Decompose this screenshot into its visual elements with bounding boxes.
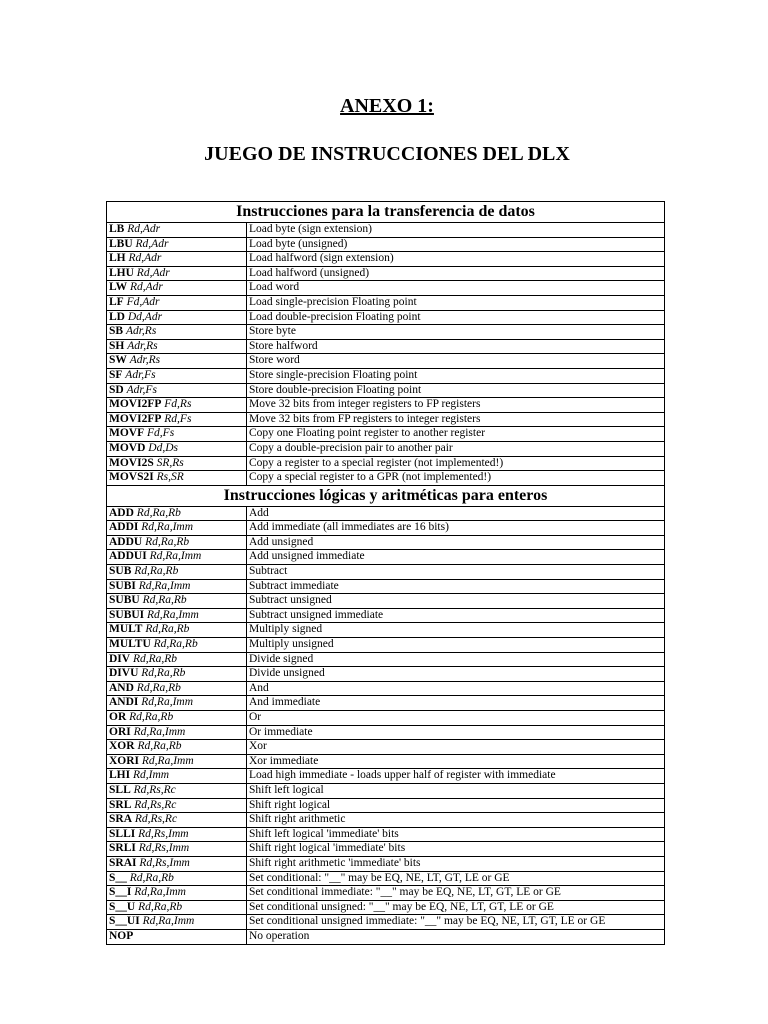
- instruction-description: Store byte: [247, 325, 665, 340]
- table-row: [107, 813, 665, 828]
- instruction-cell: [107, 550, 247, 565]
- table-row: [107, 550, 665, 565]
- table-row: [107, 339, 665, 354]
- instruction-mnemonic: MOVF: [109, 427, 145, 440]
- table-row: [107, 310, 665, 325]
- instruction-mnemonic: SF: [109, 368, 123, 381]
- instruction-mnemonic: SW: [109, 354, 127, 367]
- instruction-operands: Rd,Adr: [127, 223, 161, 235]
- table-row: [107, 871, 665, 886]
- instruction-cell: [107, 310, 247, 325]
- instruction-mnemonic: SLL: [109, 783, 131, 796]
- instruction-operands: Fd,Adr: [126, 295, 160, 308]
- instruction-cell: [107, 354, 247, 369]
- instruction-description: Set conditional: "__" may be EQ, NE, LT, GT, LE or GE: [247, 871, 665, 886]
- table-row: [107, 827, 665, 842]
- table-row: [107, 667, 665, 682]
- instruction-operands: Rd,Ra,Rb: [145, 623, 190, 636]
- table-row: [107, 886, 665, 901]
- instruction-description: Multiply unsigned: [247, 638, 665, 653]
- instruction-mnemonic: LB: [109, 223, 125, 235]
- instruction-description: Set conditional unsigned: "__" may be EQ, NE, LT, GT, LE or GE: [247, 900, 665, 915]
- instruction-cell: [107, 827, 247, 842]
- table-row: [107, 769, 665, 784]
- instruction-description: Set conditional unsigned immediate: "__" may be EQ, NE, LT, GT, LE or GE: [247, 915, 665, 930]
- instruction-table-body: [107, 202, 665, 945]
- instruction-mnemonic: XORI: [109, 754, 140, 767]
- instruction-description: Subtract: [247, 565, 665, 580]
- instruction-mnemonic: SRAI: [109, 856, 137, 869]
- instruction-operands: Rd,Ra,Rb: [129, 711, 174, 723]
- instruction-mnemonic: SRLI: [109, 842, 136, 855]
- table-row: [107, 856, 665, 871]
- instruction-mnemonic: LH: [109, 252, 126, 265]
- section-title: Instrucciones lógicas y aritméticas para enteros: [107, 485, 665, 506]
- table-row: [107, 471, 665, 486]
- instruction-operands: Rd,Ra,Rb: [145, 535, 190, 548]
- instruction-cell: [107, 398, 247, 413]
- instruction-mnemonic: SUB: [109, 565, 132, 578]
- instruction-cell: [107, 696, 247, 711]
- instruction-operands: Adr,Rs: [127, 339, 158, 352]
- table-row: [107, 456, 665, 471]
- table-row: [107, 711, 665, 726]
- instruction-operands: Rd,Adr: [128, 252, 162, 265]
- instruction-mnemonic: LHU: [109, 266, 134, 279]
- instruction-mnemonic: SLLI: [109, 827, 136, 840]
- table-row: [107, 281, 665, 296]
- instruction-mnemonic: MOVS2I: [109, 471, 154, 484]
- instruction-mnemonic: SRL: [109, 798, 132, 811]
- instruction-description: Divide unsigned: [247, 667, 665, 682]
- instruction-description: Load byte (unsigned): [247, 237, 665, 252]
- instruction-cell: [107, 711, 247, 726]
- instruction-mnemonic: SD: [109, 383, 124, 396]
- instruction-cell: [107, 900, 247, 915]
- instruction-cell: [107, 339, 247, 354]
- instruction-mnemonic: ADD: [109, 506, 134, 519]
- instruction-operands: Rd,Ra,Imm: [141, 754, 194, 767]
- instruction-operands: Fd,Rs: [164, 398, 192, 411]
- instruction-cell: [107, 725, 247, 740]
- instruction-description: Shift right logical: [247, 798, 665, 813]
- instruction-operands: Dd,Ds: [148, 441, 179, 454]
- instruction-mnemonic: LBU: [109, 237, 133, 250]
- instruction-cell: [107, 441, 247, 456]
- instruction-description: Store word: [247, 354, 665, 369]
- instruction-cell: [107, 798, 247, 813]
- instruction-cell: [107, 266, 247, 281]
- instruction-mnemonic: NOP: [109, 929, 134, 942]
- section-title: Instrucciones para la transferencia de datos: [107, 202, 665, 223]
- instruction-description: Copy a register to a special register (not implemented!): [247, 456, 665, 471]
- table-row: [107, 237, 665, 252]
- instruction-mnemonic: ADDI: [109, 521, 139, 534]
- table-row: [107, 783, 665, 798]
- instruction-mnemonic: LW: [109, 281, 128, 294]
- annex-title: ANEXO 1:: [340, 95, 434, 117]
- table-row: [107, 398, 665, 413]
- instruction-description: Copy a double-precision pair to another pair: [247, 441, 665, 456]
- table-row: [107, 725, 665, 740]
- instruction-description: No operation: [247, 929, 665, 944]
- instruction-cell: [107, 223, 247, 238]
- instruction-description: Copy a special register to a GPR (not implemented!): [247, 471, 665, 486]
- instruction-mnemonic: LHI: [109, 769, 131, 782]
- section-header-row: [107, 485, 665, 506]
- instruction-operands: Rd,Ra,Rb: [136, 506, 181, 519]
- instruction-description: Shift left logical: [247, 783, 665, 798]
- instruction-operands: Rd,Ra,Rb: [153, 638, 198, 651]
- instruction-description: Xor: [247, 740, 665, 755]
- table-row: [107, 354, 665, 369]
- instruction-operands: Rd,Ra,Rb: [136, 681, 181, 694]
- instruction-cell: [107, 521, 247, 536]
- instruction-cell: [107, 427, 247, 442]
- instruction-operands: Rd,Ra,Rb: [138, 900, 183, 913]
- instruction-operands: Rd,Rs,Imm: [138, 842, 190, 855]
- instruction-cell: [107, 456, 247, 471]
- instruction-operands: Rd,Ra,Imm: [142, 915, 195, 928]
- instruction-description: Subtract immediate: [247, 579, 665, 594]
- instruction-cell: [107, 471, 247, 486]
- instruction-cell: [107, 929, 247, 944]
- instruction-description: Add unsigned: [247, 535, 665, 550]
- table-row: [107, 696, 665, 711]
- instruction-description: Move 32 bits from integer registers to FP registers: [247, 398, 665, 413]
- instruction-operands: Rd,Ra,Imm: [147, 608, 199, 621]
- instruction-mnemonic: DIV: [109, 652, 131, 665]
- instruction-description: Load halfword (unsigned): [247, 266, 665, 281]
- instruction-description: Subtract unsigned: [247, 594, 665, 609]
- instruction-operands: Rd,Ra,Rb: [141, 667, 186, 680]
- instruction-mnemonic: MULT: [109, 623, 143, 636]
- instruction-mnemonic: SB: [109, 325, 124, 338]
- instruction-operands: Rd,Ra,Imm: [149, 550, 202, 563]
- table-row: [107, 521, 665, 536]
- instruction-mnemonic: S__I: [109, 886, 132, 899]
- instruction-operands: Rd,Rs,Rc: [134, 813, 178, 826]
- instruction-mnemonic: SUBU: [109, 594, 140, 607]
- instruction-cell: [107, 667, 247, 682]
- table-row: [107, 223, 665, 238]
- instruction-description: Shift right arithmetic 'immediate' bits: [247, 856, 665, 871]
- instruction-operands: Rd,Adr: [135, 237, 169, 250]
- instruction-mnemonic: S__UI: [109, 915, 140, 928]
- instruction-cell: [107, 237, 247, 252]
- instruction-description: Xor immediate: [247, 754, 665, 769]
- instruction-operands: Rd,Rs,Imm: [139, 856, 190, 869]
- table-row: [107, 579, 665, 594]
- instruction-operands: Rd,Ra,Imm: [133, 725, 186, 738]
- instruction-cell: [107, 652, 247, 667]
- instruction-mnemonic: OR: [109, 711, 127, 723]
- table-row: [107, 441, 665, 456]
- instruction-description: And: [247, 681, 665, 696]
- instruction-cell: [107, 769, 247, 784]
- instruction-cell: [107, 579, 247, 594]
- instruction-operands: Rd,Ra,Rb: [134, 565, 179, 578]
- instruction-description: Load byte (sign extension): [247, 223, 665, 238]
- table-row: [107, 295, 665, 310]
- table-row: [107, 325, 665, 340]
- table-row: [107, 915, 665, 930]
- instruction-description: Multiply signed: [247, 623, 665, 638]
- instruction-operands: Adr,Fs: [126, 383, 157, 396]
- instruction-cell: [107, 886, 247, 901]
- instruction-mnemonic: MOVD: [109, 441, 146, 454]
- instruction-description: Divide signed: [247, 652, 665, 667]
- instruction-cell: [107, 638, 247, 653]
- table-row: [107, 608, 665, 623]
- instruction-operands: Rd,Ra,Imm: [134, 886, 186, 899]
- instruction-operands: Adr,Fs: [125, 368, 156, 381]
- instruction-table: [106, 201, 665, 945]
- instruction-cell: [107, 871, 247, 886]
- instruction-description: Load single-precision Floating point: [247, 295, 665, 310]
- instruction-description: Or immediate: [247, 725, 665, 740]
- instruction-description: Set conditional immediate: "__" may be EQ, NE, LT, GT, LE or GE: [247, 886, 665, 901]
- instruction-operands: Rd,Rs,Imm: [138, 827, 189, 840]
- table-row: [107, 535, 665, 550]
- instruction-description: Move 32 bits from FP registers to integer registers: [247, 412, 665, 427]
- table-row: [107, 266, 665, 281]
- instruction-cell: [107, 915, 247, 930]
- instruction-mnemonic: XOR: [109, 740, 135, 753]
- instruction-mnemonic: MULTU: [109, 638, 151, 651]
- instruction-mnemonic: MOVI2S: [109, 456, 154, 469]
- instruction-operands: Rd,Rs,Rc: [133, 783, 176, 796]
- instruction-mnemonic: ADDU: [109, 535, 143, 548]
- instruction-operands: Dd,Adr: [127, 310, 163, 323]
- instruction-operands: Rd,Ra,Imm: [138, 579, 191, 592]
- instruction-description: And immediate: [247, 696, 665, 711]
- instruction-mnemonic: SUBI: [109, 579, 136, 592]
- instruction-operands: Rs,SR: [156, 471, 184, 484]
- instruction-cell: [107, 295, 247, 310]
- instruction-description: Add immediate (all immediates are 16 bits): [247, 521, 665, 536]
- instruction-description: Copy one Floating point register to another register: [247, 427, 665, 442]
- instruction-cell: [107, 368, 247, 383]
- instruction-cell: [107, 594, 247, 609]
- table-row: [107, 565, 665, 580]
- instruction-operands: Fd,Fs: [147, 427, 175, 440]
- instruction-description: Shift left logical 'immediate' bits: [247, 827, 665, 842]
- instruction-operands: SR,Rs: [156, 456, 184, 469]
- instruction-mnemonic: MOVI2FP: [109, 412, 162, 425]
- instruction-description: Or: [247, 711, 665, 726]
- instruction-cell: [107, 842, 247, 857]
- instruction-operands: Rd,Fs: [164, 412, 192, 425]
- instruction-operands: Rd,Ra,Rb: [132, 652, 178, 665]
- instruction-cell: [107, 623, 247, 638]
- instruction-description: Load double-precision Floating point: [247, 310, 665, 325]
- instruction-cell: [107, 252, 247, 267]
- table-row: [107, 754, 665, 769]
- instruction-description: Store double-precision Floating point: [247, 383, 665, 398]
- table-row: [107, 638, 665, 653]
- instruction-mnemonic: ANDI: [109, 696, 139, 709]
- table-row: [107, 842, 665, 857]
- table-row: [107, 900, 665, 915]
- instruction-operands: Adr,Rs: [125, 325, 157, 338]
- instruction-cell: [107, 565, 247, 580]
- instruction-operands: Rd,Adr: [136, 266, 170, 279]
- instruction-operands: Adr,Rs: [129, 354, 161, 367]
- table-row: [107, 594, 665, 609]
- instruction-operands: Rd,Ra,Rb: [142, 594, 187, 607]
- instruction-operands: Rd,Ra,Rb: [137, 740, 182, 753]
- instruction-mnemonic: AND: [109, 681, 134, 694]
- instruction-operands: Rd,Imm: [132, 769, 170, 782]
- instruction-mnemonic: SUBUI: [109, 608, 145, 621]
- instruction-operands: Rd,Rs,Rc: [134, 798, 177, 811]
- instruction-mnemonic: S__: [109, 871, 127, 884]
- instruction-mnemonic: DIVU: [109, 667, 139, 680]
- table-row: [107, 623, 665, 638]
- instruction-description: Shift right logical 'immediate' bits: [247, 842, 665, 857]
- instruction-description: Load word: [247, 281, 665, 296]
- instruction-cell: [107, 813, 247, 828]
- instruction-operands: Rd,Ra,Rb: [129, 871, 174, 884]
- table-row: [107, 681, 665, 696]
- table-row: [107, 798, 665, 813]
- table-row: [107, 427, 665, 442]
- instruction-description: Store single-precision Floating point: [247, 368, 665, 383]
- instruction-description: Load high immediate - loads upper half of register with immediate: [247, 769, 665, 784]
- instruction-description: Store halfword: [247, 339, 665, 354]
- table-row: [107, 652, 665, 667]
- instruction-mnemonic: ORI: [109, 725, 131, 738]
- instruction-cell: [107, 535, 247, 550]
- instruction-mnemonic: ADDUI: [109, 550, 147, 563]
- instruction-cell: [107, 681, 247, 696]
- instruction-cell: [107, 281, 247, 296]
- instruction-mnemonic: SRA: [109, 813, 133, 826]
- instruction-cell: [107, 608, 247, 623]
- instruction-cell: [107, 856, 247, 871]
- instruction-mnemonic: LD: [109, 310, 125, 323]
- table-row: [107, 506, 665, 521]
- instruction-mnemonic: MOVI2FP: [109, 398, 162, 411]
- table-row: [107, 368, 665, 383]
- instruction-mnemonic: SH: [109, 339, 125, 352]
- instruction-cell: [107, 740, 247, 755]
- instruction-operands: Rd,Ra,Imm: [141, 521, 194, 534]
- instruction-cell: [107, 325, 247, 340]
- table-row: [107, 412, 665, 427]
- instruction-cell: [107, 754, 247, 769]
- instruction-operands: Rd,Adr: [130, 281, 163, 294]
- instruction-description: Load halfword (sign extension): [247, 252, 665, 267]
- instruction-cell: [107, 412, 247, 427]
- instruction-description: Add unsigned immediate: [247, 550, 665, 565]
- instruction-mnemonic: S__U: [109, 900, 136, 913]
- table-row: [107, 929, 665, 944]
- instruction-cell: [107, 383, 247, 398]
- section-header-row: [107, 202, 665, 223]
- document-title: JUEGO DE INSTRUCCIONES DEL DLX: [204, 143, 570, 165]
- instruction-mnemonic: LF: [109, 295, 124, 308]
- instruction-description: Subtract unsigned immediate: [247, 608, 665, 623]
- instruction-description: Shift right arithmetic: [247, 813, 665, 828]
- table-row: [107, 252, 665, 267]
- table-row: [107, 740, 665, 755]
- instruction-cell: [107, 506, 247, 521]
- instruction-cell: [107, 783, 247, 798]
- instruction-description: Add: [247, 506, 665, 521]
- instruction-operands: Rd,Ra,Imm: [141, 696, 194, 709]
- table-row: [107, 383, 665, 398]
